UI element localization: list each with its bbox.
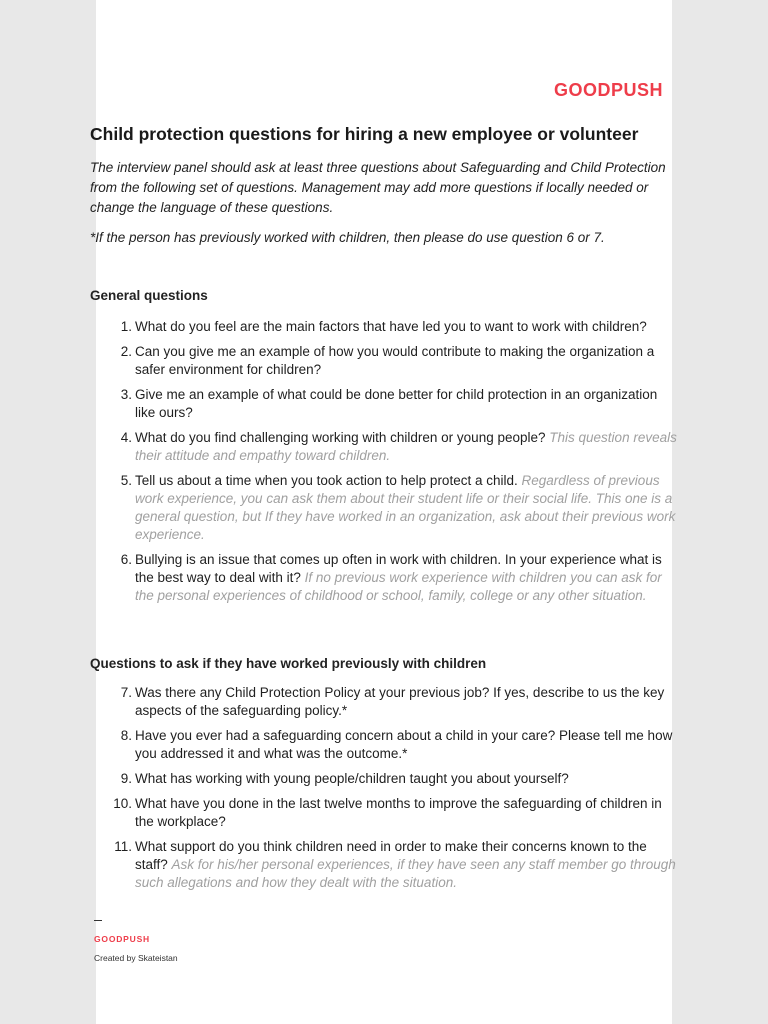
section-heading-worked-with-children: Questions to ask if they have worked previously with children (90, 656, 487, 671)
page-title: Child protection questions for hiring a new employee or volunteer (90, 124, 639, 144)
goodpush-logo: GOODPUSH (554, 80, 664, 100)
section-heading-general: General questions (90, 288, 208, 303)
question-note: Ask for his/her personal experiences, if they have seen any staff member go through such allegations and how they dealt with the situation. (135, 857, 676, 890)
question-number: 11. (114, 839, 132, 854)
question-text: Give me an example of what could be done better for child protection in an organization like ours? (135, 387, 658, 420)
question-text: What has working with young people/children taught you about yourself? (135, 771, 569, 786)
question-item (90, 472, 680, 544)
question-list-general (90, 318, 680, 612)
question-number: 6. (120, 552, 132, 567)
question-number: 8. (120, 728, 132, 743)
question-number: 10. (113, 796, 132, 811)
question-item (90, 838, 680, 892)
question-note: Regardless of previous work experience, you can ask them about their student life or their social life. This one is a general question, but If they have worked in an organization, ask about their previous work experience. (135, 473, 676, 542)
question-text: What support do you think children need in order to make their concerns known to the staff? (135, 839, 647, 872)
question-text: Was there any Child Protection Policy at your previous job? If yes, describe to us the key aspects of the safeguarding policy.* (135, 685, 665, 718)
question-item (90, 429, 680, 465)
question-number: 1. (120, 319, 132, 334)
intro-note: *If the person has previously worked with children, then please do use question 6 or 7. (90, 230, 605, 245)
question-list-worked-with-children (90, 684, 680, 899)
question-number: 4. (120, 430, 132, 445)
question-text: Have you ever had a safeguarding concern about a child in your care? Please tell me how you addressed it and what was the outcome.* (135, 728, 673, 761)
question-number: 9. (120, 771, 132, 786)
question-item (90, 318, 680, 336)
footer-goodpush-logo: GOODPUSH (94, 934, 150, 944)
footer-divider (94, 920, 102, 921)
question-item (90, 795, 680, 831)
question-number: 2. (120, 344, 132, 359)
question-number: 3. (120, 387, 132, 402)
intro-paragraph: The interview panel should ask at least three questions about Safeguarding and Child Protection from the following set of questions. Management may add more questions if locally needed or change the language of these questions. (90, 160, 666, 215)
question-item (90, 770, 680, 788)
question-text: What do you feel are the main factors that have led you to want to work with children? (135, 319, 647, 334)
question-note: If no previous work experience with children you can ask for the personal experiences of childhood or school, family, college or any other situation. (135, 570, 662, 603)
question-note: This question reveals their attitude and empathy toward children. (135, 430, 677, 463)
question-text: What have you done in the last twelve months to improve the safeguarding of children in the workplace? (135, 796, 662, 829)
question-item (90, 684, 680, 720)
question-item (90, 727, 680, 763)
question-text: Tell us about a time when you took action to help protect a child. (135, 473, 518, 488)
question-item (90, 386, 680, 422)
question-text: What do you find challenging working with children or young people? (135, 430, 546, 445)
footer-credit: Created by Skateistan (94, 953, 178, 963)
question-text: Can you give me an example of how you would contribute to making the organization a safer environment for children? (135, 344, 655, 377)
question-number: 7. (120, 685, 132, 700)
question-text: Bullying is an issue that comes up often in work with children. In your experience what is the best way to deal with it? (135, 552, 662, 585)
question-item (90, 551, 680, 605)
question-number: 5. (120, 473, 132, 488)
question-item (90, 343, 680, 379)
